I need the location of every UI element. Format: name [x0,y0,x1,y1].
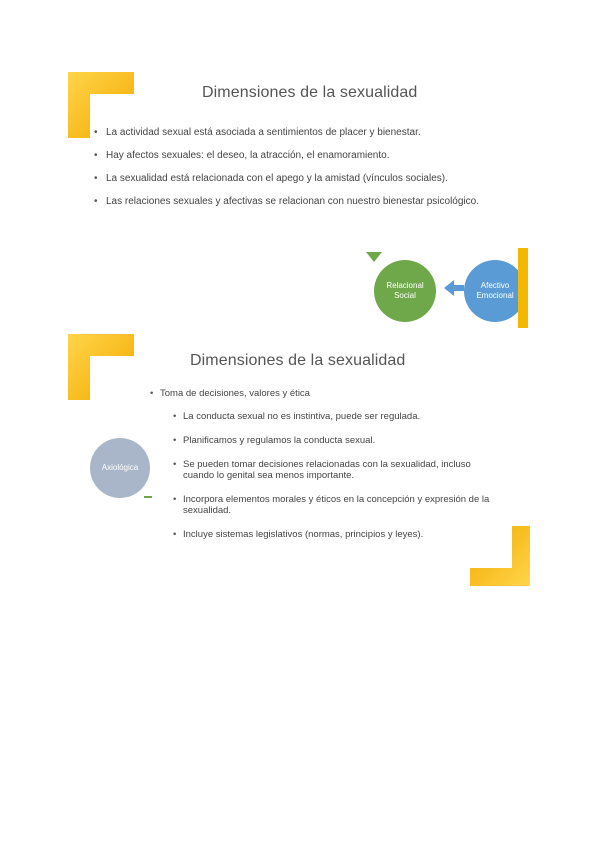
node-axiologica-label: Axiológica [101,463,139,472]
slide-1-title: Dimensiones de la sexualidad [202,84,418,101]
slide-2-main-bullet [150,388,310,399]
node-axiologica-connector [144,496,154,500]
list-item: • La actividad sexual está asociada a sentimientos de placer y bienestar. [94,122,494,143]
corner-accent-top-left-icon [68,334,134,400]
node-afectivo-emocional-label: Afectivo Emocional [476,281,514,300]
slide-2 [68,334,530,590]
corner-accent-bottom-right-icon [470,526,530,586]
node-axiologica [90,438,150,498]
slide-1 [68,70,530,328]
slide-2-title: Dimensiones de la sexualidad [190,352,406,369]
slide-2-sub-bullet-list [173,411,493,553]
list-item: • Las relaciones sexuales y afectivas se relacionan con nuestro bienestar psicológico. [94,191,494,212]
list-item: • Toma de decisiones, valores y ética [150,388,310,399]
node-relacional-social-label: Relacional Social [386,281,424,300]
list-item: • La conducta sexual no es instintiva, puede ser regulada. [173,411,493,422]
list-item: • Planificamos y regulamos la conducta sexual. [173,435,493,446]
list-item: • Incluye sistemas legislativos (normas, principios y leyes). [173,529,493,540]
node-relacional-social [374,260,436,322]
list-item: • Incorpora elementos morales y éticos en la concepción y expresión de la sexualidad. [173,494,493,516]
corner-accent-bottom-right-icon [518,248,530,328]
slide-1-bullet-list [94,122,494,214]
list-item: • La sexualidad está relacionada con el apego y la amistad (vínculos sociales). [94,168,494,189]
node-afectivo-emocional [464,260,526,322]
list-item: • Se pueden tomar decisiones relacionadas con la sexualidad, incluso cuando lo genital sea menos importante. [173,459,493,481]
list-item: • Hay afectos sexuales: el deseo, la atracción, el enamoramiento. [94,145,494,166]
